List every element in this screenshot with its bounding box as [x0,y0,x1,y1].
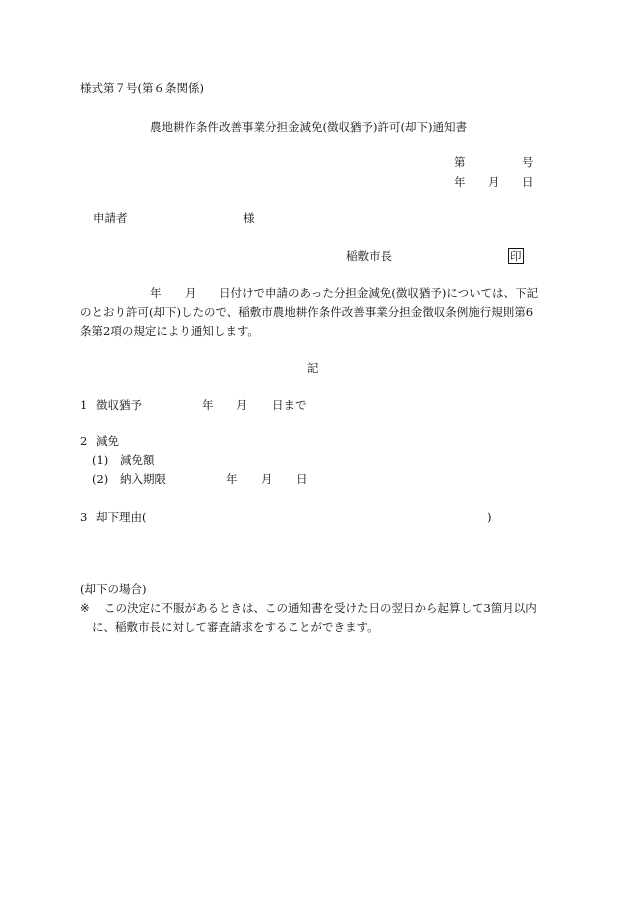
note-line1: この決定に不服があるときは、この通知書を受けた日の翌日から起算して3箇月以内 [104,601,537,615]
item2-sub2-number: (2) [92,472,109,486]
body-year: 年 [150,286,162,300]
item2-sub1-label: 減免額 [120,453,155,467]
item2-sub2-year: 年 [226,472,238,486]
note-mark: ※ [80,601,90,615]
form-number: 様式第７号(第６条関係) [80,81,204,95]
doc-number-go: 号 [522,155,534,169]
item1-number: 1 [80,398,88,412]
body-line1: 日付けで申請のあった分担金減免(徴収猶予)については、下記 [219,286,539,300]
ki-heading: 記 [307,361,319,375]
seal-mark: 印 [510,249,522,263]
item1-year: 年 [202,398,214,412]
item2-sub2-day: 日 [296,472,308,486]
body-month: 月 [185,286,197,300]
date-year: 年 [454,175,466,189]
applicant-label: 申請者 [93,211,128,225]
item2-sub2-month: 月 [261,472,273,486]
doc-number-dai: 第 [454,155,466,169]
note-heading: (却下の場合) [80,582,147,596]
item2-sub1-number: (1) [92,453,109,467]
applicant-honorific: 様 [243,211,255,225]
item1-month: 月 [236,398,248,412]
body-line2: のとおり許可(却下)したので、稲敷市農地耕作条件改善事業分担金徴収条例施行規則第6 [80,305,534,319]
issuer-name: 稲敷市長 [346,249,392,263]
item1-label: 徴収猶予 [96,398,142,412]
date-month: 月 [488,175,500,189]
item1-until: 日まで [272,398,307,412]
item2-label: 減免 [96,434,119,448]
document-title: 農地耕作条件改善事業分担金減免(徴収猶予)許可(却下)通知書 [150,120,467,134]
item2-sub2-label: 納入期限 [120,472,166,486]
body-line3: 条第2項の規定により通知します。 [80,324,259,338]
seal [508,248,524,264]
item3-close: ) [487,510,492,524]
note-line2: に、稲敷市長に対して審査請求をすることができます。 [92,620,379,634]
item3-number: 3 [80,510,88,524]
date-day: 日 [522,175,534,189]
item3-label: 却下理由( [96,510,147,524]
item2-number: 2 [80,434,88,448]
